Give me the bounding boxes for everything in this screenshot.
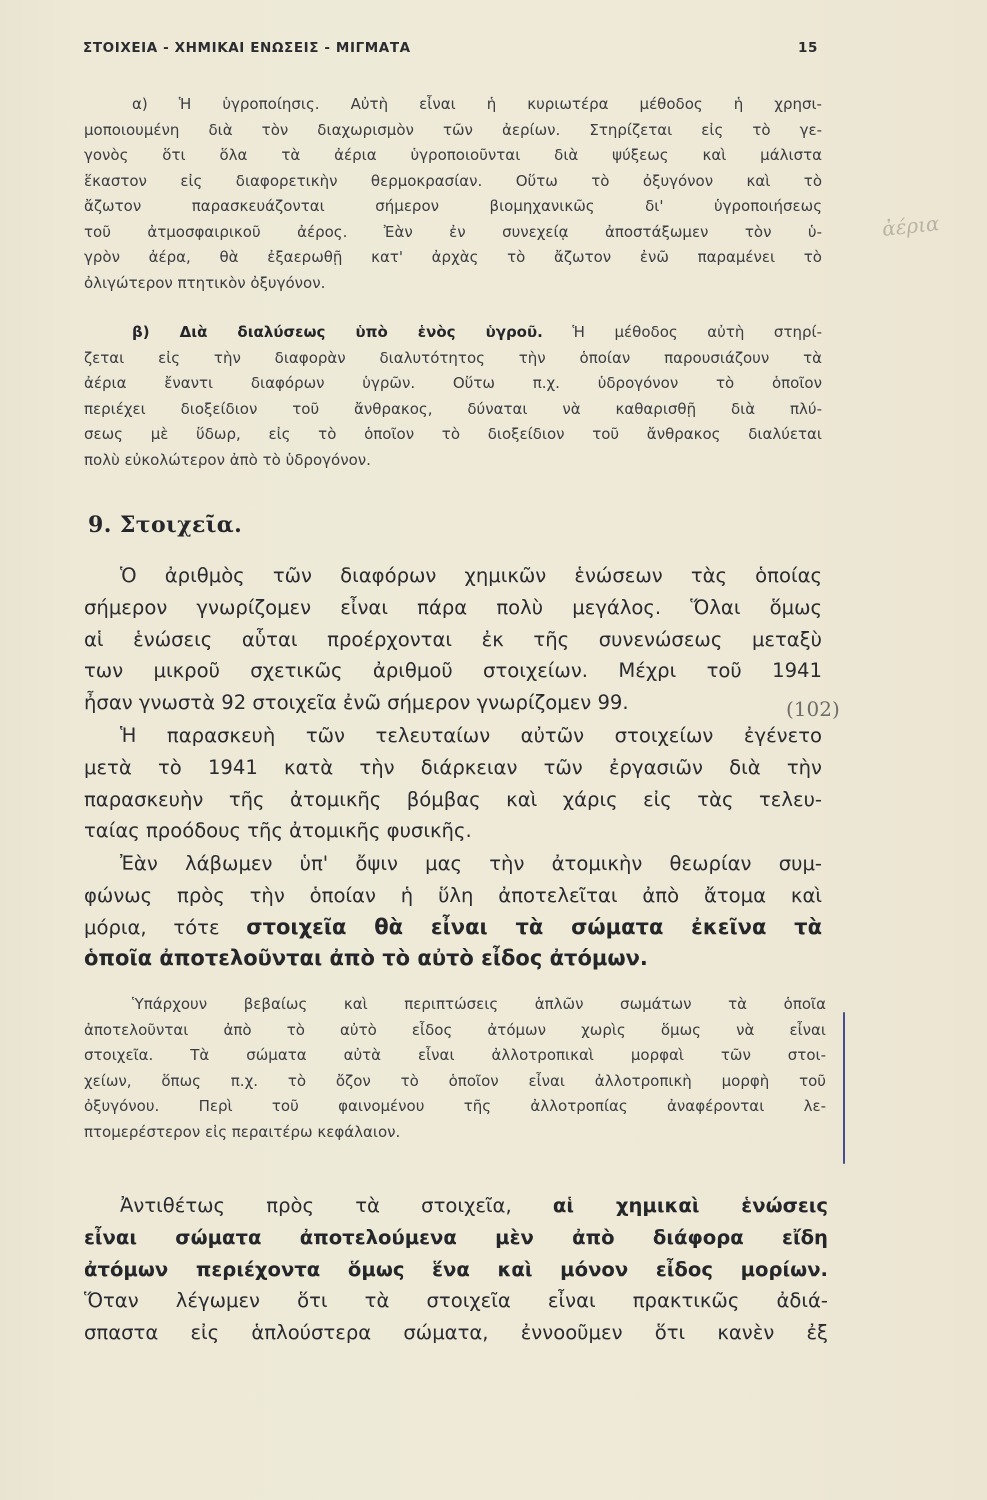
- text-line: χείων, ὅπως π.χ. τὸ ὄζον τὸ ὁποῖον εἶναι ἀλλοτροπικὴ μορφὴ τοῦ: [84, 1071, 826, 1090]
- text-line: ζεται εἰς τὴν διαφορὰν διαλυτότητος τὴν ὁποίαν παρουσιάζουν τὰ: [84, 348, 822, 367]
- compounds-emphasis: αἱ χημικαὶ ἑνώσεις: [552, 1194, 829, 1217]
- paragraph-preparation: [84, 720, 822, 847]
- text-line: ὀξυγόνου. Περὶ τοῦ φαινομένου τῆς ἀλλοτροπίας ἀναφέρονται λε-: [84, 1097, 826, 1115]
- text-line: ἕκαστον εἰς διαφορετικὴν θερμοκρασίαν. Οὕτω τὸ ὀξυγόνον καὶ τὸ: [84, 171, 822, 190]
- section-heading: 9. Στοιχεῖα.: [88, 512, 243, 538]
- text-line: στοιχεῖα. Τὰ σώματα αὐτὰ εἶναι ἀλλοτροπικαὶ μορφαὶ τῶν στοι-: [84, 1046, 826, 1064]
- compounds-emphasis: εἶναι σώματα ἀποτελούμενα μὲν ἀπὸ διάφορα εἴδη: [84, 1225, 828, 1249]
- text-line: των μικροῦ σχετικῶς ἀριθμοῦ στοιχείων. Μέχρι τοῦ 1941: [84, 659, 822, 683]
- text-line: ἄζωτον παρασκευάζονται σήμερον βιομηχανικῶς δι' ὑγροποιήσεως: [84, 197, 822, 215]
- text-line: Ὅταν λέγωμεν ὅτι τὰ στοιχεῖα εἶναι πρακτικῶς ἀδιά-: [84, 1289, 828, 1313]
- text-line: πτομερέστερον εἰς περαιτέρω κεφάλαιον.: [84, 1122, 401, 1141]
- text-line: α) Ἡ ὑγροποίησις. Αὐτὴ εἶναι ἡ κυριωτέρα μέθοδος ἡ χρησι-: [132, 95, 822, 113]
- text-line: μόρια, τότε στοιχεῖα θὰ εἶναι τὰ σώματα ἐκεῖνα τὰ: [84, 914, 823, 939]
- text-line: τοῦ ἀτμοσφαιρικοῦ ἀέρος. Ἐὰν ἐν συνεχείᾳ ἀποστάξωμεν τὸν ὑ-: [84, 222, 822, 241]
- page-number: 15: [798, 40, 818, 56]
- text-line: περιέχει διοξείδιον τοῦ ἄνθρακος, δύναται νὰ καθαρισθῇ διὰ πλύ-: [84, 399, 822, 418]
- paragraph-elements-count: [84, 560, 822, 719]
- compounds-emphasis: ἀτόμων περιέχοντα ὅμως ἕνα καὶ μόνον εἶδος μορίων.: [84, 1257, 828, 1281]
- text-line: ἀέρια ἔναντι διαφόρων ὑγρῶν. Οὕτω π.χ. ὑδρογόνον τὸ ὁποῖον: [84, 374, 822, 392]
- margin-ink-bar: [843, 1012, 845, 1164]
- text-line: ἦσαν γνωστὰ 92 στοιχεῖα ἐνῶ σήμερον γνωρίζομεν 99.: [84, 691, 629, 715]
- running-header: [83, 40, 818, 66]
- text-line: γρὸν ἀέρα, θὰ ἐξαερωθῇ κατ' ἀρχὰς τὸ ἄζωτον ἐνῶ παραμένει τὸ: [84, 248, 822, 266]
- text-line: πολὺ εὐκολώτερον ἀπὸ τὸ ὑδρογόνον.: [84, 450, 371, 469]
- paragraph-allotropy-note: [84, 992, 826, 1145]
- text-line: σπαστα εἰς ἁπλούστερα σώματα, ἐννοοῦμεν ὅτι κανὲν ἐξ: [84, 1321, 828, 1345]
- text-line: μετὰ τὸ 1941 κατὰ τὴν διάρκειαν τῶν ἐργασιῶν διὰ τὴν: [84, 755, 822, 779]
- text-line: Ἐὰν λάβωμεν ὑπ' ὄψιν μας τὴν ἀτομικὴν θεωρίαν συμ-: [120, 852, 822, 875]
- definition-emphasis: στοιχεῖα θὰ εἶναι τὰ σώματα ἐκεῖνα τὰ: [246, 914, 823, 939]
- text-line: φώνως πρὸς τὴν ὁποίαν ἡ ὕλη ἀποτελεῖται ἀπὸ ἄτομα καὶ: [84, 883, 822, 907]
- text-line: σεως μὲ ὕδωρ, εἰς τὸ ὁποῖον τὸ διοξείδιον τοῦ ἄνθρακος διαλύεται: [84, 425, 822, 443]
- text-line: ὀλιγώτερον πτητικὸν ὀξυγόνον.: [84, 273, 326, 292]
- subheading-dissolution: β) Διὰ διαλύσεως ὑπὸ ἑνὸς ὑγροῦ.: [132, 323, 543, 341]
- text-line: σήμερον γνωρίζομεν εἶναι πάρα πολὺ μεγάλος. Ὅλαι ὅμως: [84, 595, 822, 619]
- text-line: ταίας προόδους τῆς ἀτομικῆς φυσικῆς.: [84, 819, 472, 843]
- text-line: μοποιουμένη διὰ τὸν διαχωρισμὸν τῶν ἀερίων. Στηρίζεται εἰς τὸ γε-: [84, 120, 822, 139]
- text-line: Ἀντιθέτως πρὸς τὰ στοιχεῖα, αἱ χημικαὶ ἑνώσεις: [120, 1194, 829, 1217]
- text-line: γονὸς ὅτι ὅλα τὰ ἀέρια ὑγροποιοῦνται διὰ ψύξεως καὶ μάλιστα: [84, 146, 822, 164]
- text-line: Ὁ ἀριθμὸς τῶν διαφόρων χημικῶν ἑνώσεων τὰς ὁποίας: [120, 564, 822, 587]
- subheading-liquefaction: α) Ἡ ὑγροποίησις.: [132, 95, 320, 113]
- text-line: β) Διὰ διαλύσεως ὑπὸ ἑνὸς ὑγροῦ. Ἡ μέθοδος αὐτὴ στηρί-: [132, 323, 822, 341]
- text-line: αἱ ἑνώσεις αὗται προέρχονται ἐκ τῆς συνενώσεως μεταξὺ: [84, 627, 822, 651]
- paragraph-definition: [84, 848, 822, 975]
- pencil-annotation: (102): [786, 697, 840, 721]
- paragraph-compounds: [84, 1190, 828, 1349]
- definition-emphasis: ὁποῖα ἀποτελοῦνται ἀπὸ τὸ αὐτὸ εἶδος ἀτόμων.: [84, 946, 648, 971]
- paragraph-dissolution: [84, 320, 822, 473]
- margin-annotation: ἀέρια: [880, 211, 941, 241]
- text-line: ἀποτελοῦνται ἀπὸ τὸ αὐτὸ εἶδος ἀτόμων χωρὶς ὅμως νὰ εἶναι: [84, 1020, 826, 1039]
- text-line: Ἡ παρασκευὴ τῶν τελευταίων αὐτῶν στοιχείων ἐγένετο: [120, 724, 822, 747]
- text-line: παρασκευὴν τῆς ἀτομικῆς βόμβας καὶ χάρις εἰς τὰς τελευ-: [84, 787, 822, 811]
- header-title: ΣΤΟΙΧΕΙΑ - ΧΗΜΙΚΑΙ ΕΝΩΣΕΙΣ - ΜΙΓΜΑΤΑ: [83, 40, 411, 56]
- text-line: Ὑπάρχουν βεβαίως καὶ περιπτώσεις ἁπλῶν σωμάτων τὰ ὁποῖα: [132, 995, 826, 1013]
- paragraph-liquefaction: [84, 92, 822, 296]
